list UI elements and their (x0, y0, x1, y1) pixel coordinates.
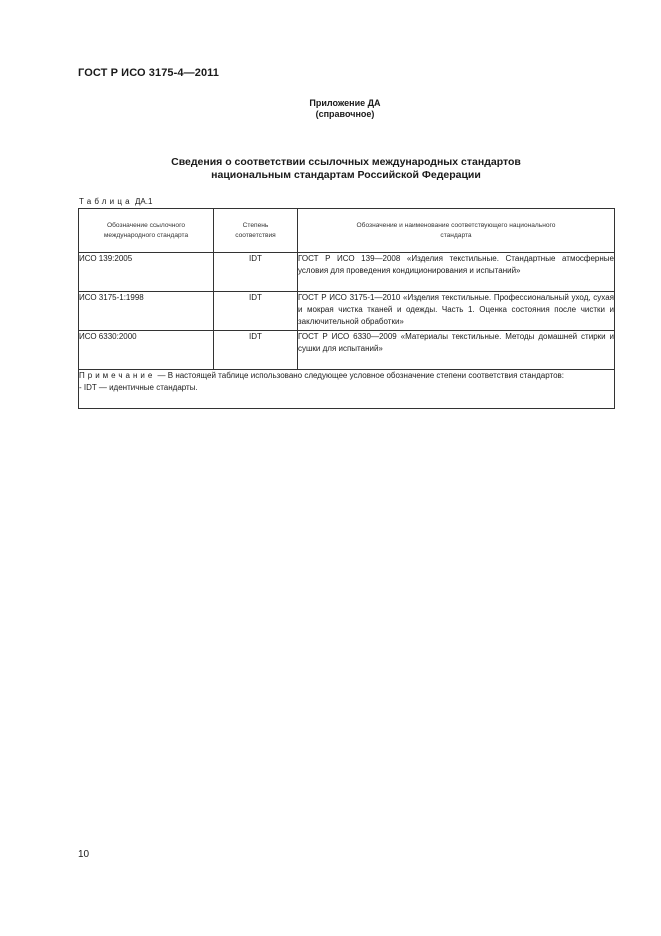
table-row (79, 331, 615, 370)
header-col1-line1: Обозначение ссылочного (106, 221, 186, 229)
table-note (79, 370, 615, 409)
annex-status: (справочное) (315, 109, 375, 119)
header-national-standard (298, 209, 615, 253)
cell-reference: ИСО 139:2005 (79, 253, 214, 292)
table-row (79, 292, 615, 331)
annex-heading (0, 98, 661, 120)
header-degree (214, 209, 298, 253)
cell-national: ГОСТ Р ИСО 139—2008 «Изделия текстильные. Стандартные атмосферные условия для проведения кондиционирования и испытаний» (298, 253, 615, 292)
page-number: 10 (78, 849, 90, 860)
header-col3-line2: стандарта (440, 231, 472, 239)
table-note-row (79, 370, 615, 409)
note-text (79, 370, 614, 382)
cell-degree: IDT (214, 253, 298, 292)
cell-degree: IDT (214, 331, 298, 370)
cell-degree: IDT (214, 292, 298, 331)
cell-reference: ИСО 6330:2000 (79, 331, 214, 370)
note-body: — В настоящей таблице использовано следующее условное обозначение степени соответствия стандартов: (155, 371, 564, 380)
section-title (0, 156, 661, 182)
correspondence-table (78, 208, 615, 409)
annex-title: Приложение ДА (309, 98, 381, 108)
header-reference-standard (79, 209, 214, 253)
table-row (79, 253, 615, 292)
table-caption (79, 197, 152, 206)
section-title-line-1: Сведения о соответствии ссылочных международных стандартов (171, 156, 521, 168)
section-title-line-2: национальным стандартам Российской Федерации (211, 169, 481, 181)
header-col3-line1: Обозначение и наименование соответствующего национального (356, 221, 556, 229)
document-code: ГОСТ Р ИСО 3175-4—2011 (78, 67, 219, 79)
table-caption-word: Таблица (79, 197, 133, 206)
table-header-row (79, 209, 615, 253)
header-col1-line2: международного стандарта (103, 231, 189, 239)
note-label: Примечание (79, 371, 156, 380)
cell-national: ГОСТ Р ИСО 6330—2009 «Материалы текстильные. Методы домашней стирки и сушки для испытаний» (298, 331, 615, 370)
header-col2-line1: Степень (242, 221, 269, 229)
cell-national: ГОСТ Р ИСО 3175-1—2010 «Изделия текстильные. Профессиональный уход, сухая и мокрая чистка тканей и одежды. Часть 1. Оценка состояния после чистки и заключительной обработки» (298, 292, 615, 331)
header-col2-line2: соответствия (235, 231, 276, 239)
note-list-item: - IDT — идентичные стандарты. (79, 383, 198, 392)
table-caption-number: ДА.1 (135, 197, 153, 206)
cell-reference: ИСО 3175-1:1998 (79, 292, 214, 331)
